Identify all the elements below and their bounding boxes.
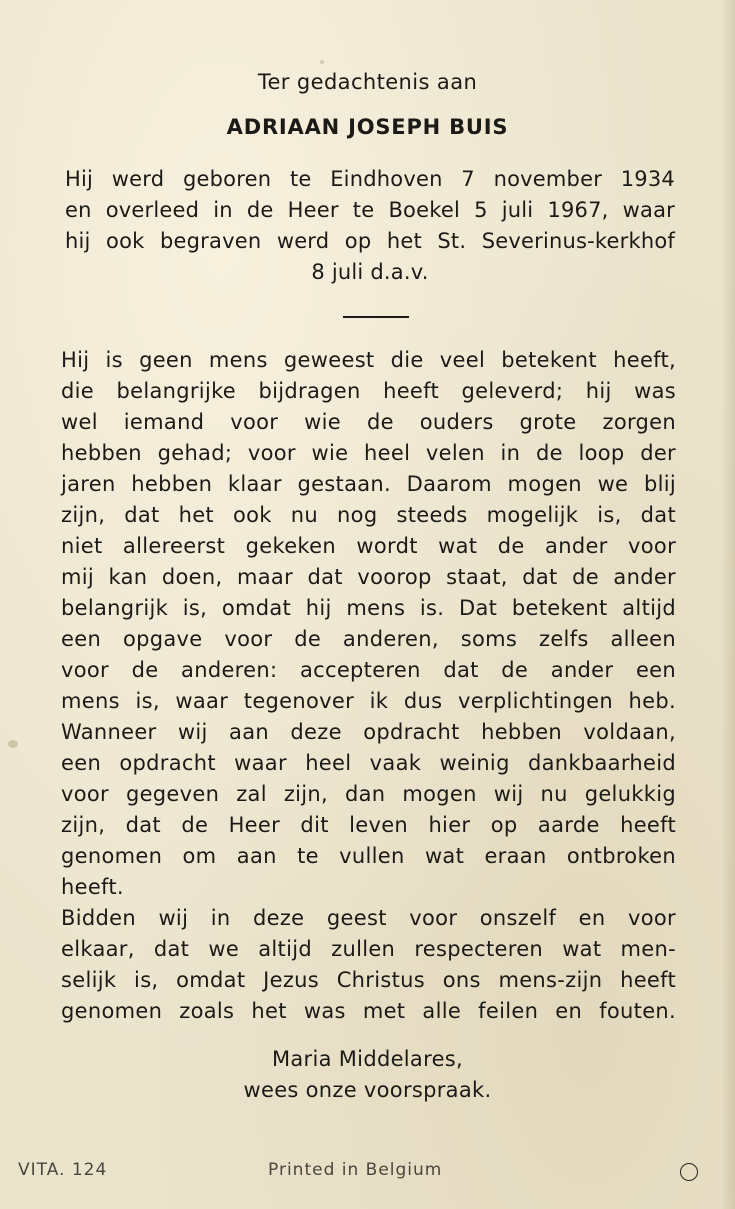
text-line: belangrijk is, omdat hij mens is. Dat betekent altijd — [61, 596, 676, 620]
text-line: mens is, waar tegenover ik dus verplichtingen heb. — [61, 689, 676, 713]
details-line: hij ook begraven werd op het St. Severinus-kerkhof — [65, 229, 675, 253]
catalog-number: VITA. 124 — [18, 1160, 108, 1180]
printer-logo-icon — [680, 1163, 698, 1181]
closing-invocation: Maria Middelares, — [271, 1047, 464, 1071]
divider-rule — [343, 316, 409, 318]
text-line: genomen om aan te vullen wat eraan ontbroken — [61, 844, 676, 868]
printer-note: Printed in Belgium — [268, 1160, 443, 1180]
intro-heading: Ter gedachtenis aan — [257, 70, 478, 94]
details-line: en overleed in de Heer te Boekel 5 juli 1967, waar — [65, 198, 675, 222]
details-line: Hij werd geboren te Eindhoven 7 november 1934 — [65, 167, 675, 191]
text-line: zijn, dat het ook nu nog steeds mogelijk is, dat — [61, 503, 676, 527]
paper-stain — [8, 740, 18, 748]
text-line: wel iemand voor wie de ouders grote zorgen — [61, 410, 676, 434]
paper-speck — [320, 60, 324, 64]
text-line: voor de anderen: accepteren dat de ander een — [61, 658, 676, 682]
life-details — [65, 164, 675, 288]
text-line: Bidden wij in deze geest voor onszelf en voor — [61, 906, 676, 930]
text-line: Wanneer wij aan deze opdracht hebben voldaan, — [61, 720, 676, 744]
text-line: hebben gehad; voor wie heel velen in de loop der — [61, 441, 676, 465]
text-line: selijk is, omdat Jezus Christus ons mens-zijn heeft — [61, 968, 676, 992]
text-line: mij kan doen, maar dat voorop staat, dat de ander — [61, 565, 676, 589]
text-line: elkaar, dat we altijd zullen respecteren wat men- — [61, 937, 676, 961]
text-line: niet allereerst gekeken wordt wat de ander voor — [61, 534, 676, 558]
text-line: heeft. — [61, 875, 124, 899]
text-line: voor gegeven zal zijn, dan mogen wij nu gelukkig — [61, 782, 676, 806]
text-line: genomen zoals het was met alle feilen en fouten. — [61, 999, 676, 1023]
text-line: zijn, dat de Heer dit leven hier op aarde heeft — [61, 813, 676, 837]
details-line: 8 juli d.a.v. — [311, 260, 429, 284]
memorial-text — [61, 345, 676, 1027]
text-line: een opdracht waar heel vaak weinig dankbaarheid — [61, 751, 676, 775]
text-line: Hij is geen mens geweest die veel betekent heeft, — [61, 348, 676, 372]
text-line: die belangrijke bijdragen heeft geleverd; hij was — [61, 379, 676, 403]
text-line: een opgave voor de anderen, soms zelfs alleen — [61, 627, 676, 651]
closing-prayer: wees onze voorspraak. — [243, 1078, 492, 1102]
deceased-name: ADRIAAN JOSEPH BUIS — [226, 115, 509, 139]
card-edge-shadow — [721, 0, 735, 1209]
text-line: jaren hebben klaar gestaan. Daarom mogen we blij — [61, 472, 676, 496]
